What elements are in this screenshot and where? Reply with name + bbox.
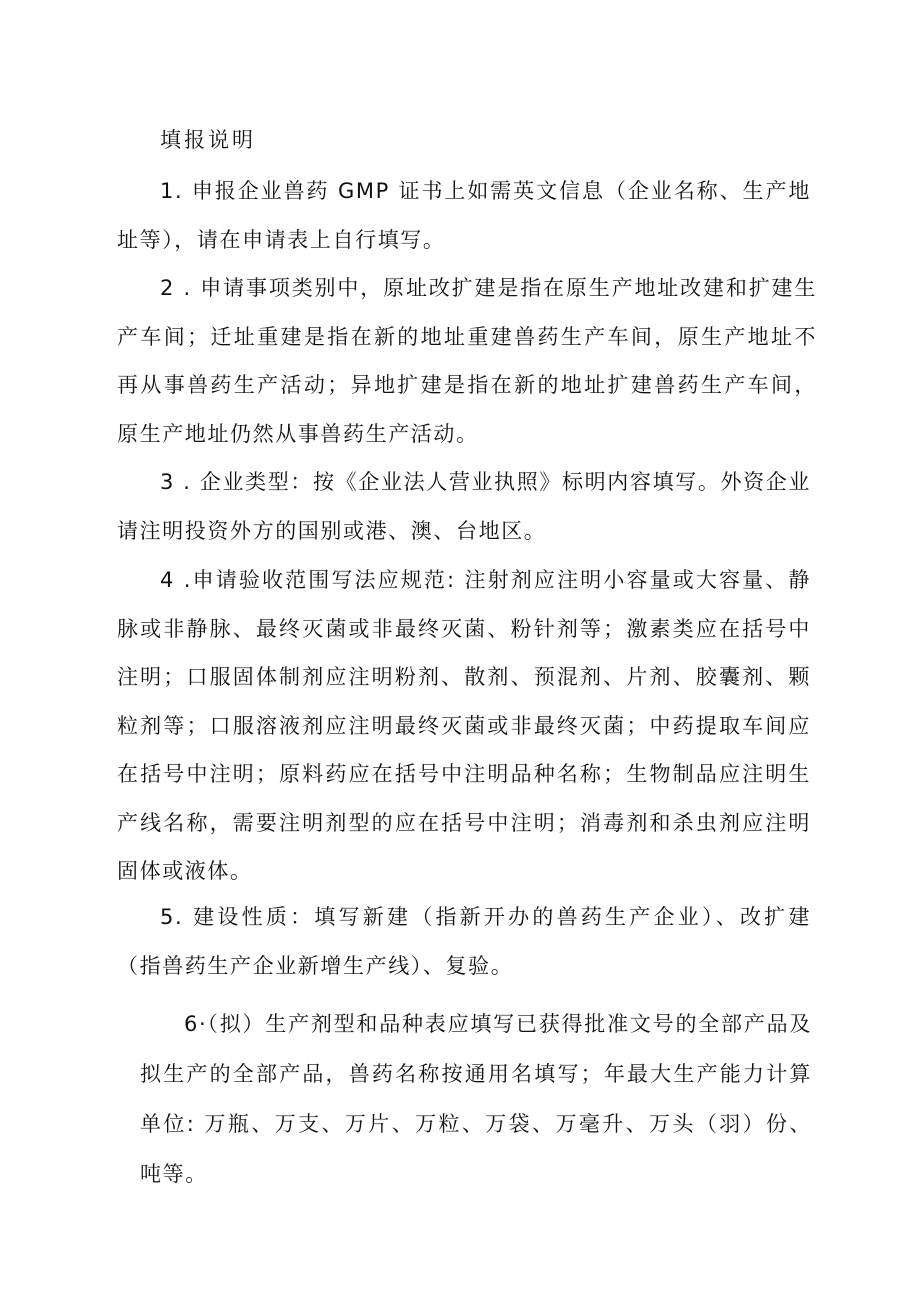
instruction-item-4: 4 .申请验收范围写法应规范: 注射剂应注明小容量或大容量、静脉或非静脉、最终灭菌或非最终灭菌、粉针剂等；激素类应在括号中注明；口服固体制剂应注明粉剂、散剂、预混剂、片剂、胶囊剂、颗粒剂等；口服溶液剂应注明最终灭菌或非最终灭菌；中药提取车间应在括号中注明；原料药应在括号中注明品种名称；生物制品应注明生产线名称，需要注明剂型的应在括号中注明；消毒剂和杀虫剂应注明固体或液体。 — [117, 568, 811, 883]
document-title: 填报说明 — [160, 128, 256, 152]
instruction-item-1: 1. 申报企业兽药 GMP 证书上如需英文信息（企业名称、生产地址等），请在申请表上自行填写。 — [117, 179, 811, 252]
instruction-item-3: 3 . 企业类型：按《企业法人营业执照》标明内容填写。外资企业请注明投资外方的国别或港、澳、台地区。 — [117, 470, 811, 543]
instruction-item-5: 5. 建设性质：填写新建（指新开办的兽药生产企业）、改扩建（指兽药生产企业新增生产线）、复验。 — [117, 905, 811, 978]
instruction-item-2: 2 . 申请事项类别中，原址改扩建是指在原生产地址改建和扩建生产车间；迁址重建是指在新的地址重建兽药生产车间，原生产地址不再从事兽药生产活动；异地扩建是指在新的地址扩建兽药生产车间，原生产地址仍然从事兽药生产活动。 — [117, 276, 817, 446]
instruction-item-6: 6·（拟）生产剂型和品种表应填写已获得批准文号的全部产品及拟生产的全部产品，兽药名称按通用名填写；年最大生产能力计算单位: 万瓶、万支、万片、万粒、万袋、万毫升、万头（羽）份、吨等。 — [140, 1012, 812, 1186]
